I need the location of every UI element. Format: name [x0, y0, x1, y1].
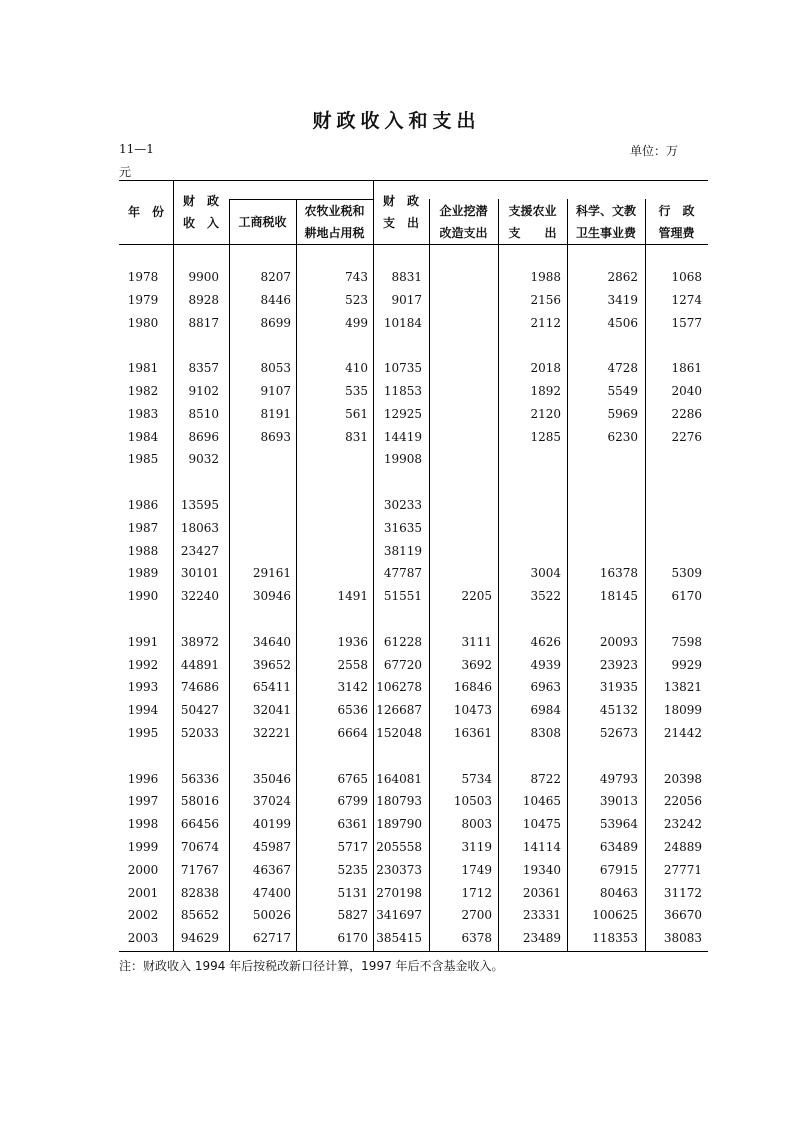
row-year: 2003	[127, 931, 159, 946]
cell-agriculture: 3522	[530, 589, 561, 604]
cell-revenue: 30101	[180, 566, 219, 581]
row-year: 1993	[127, 680, 159, 695]
unit-label: 单位：万	[630, 144, 679, 158]
cell-revenue: 13595	[180, 498, 219, 512]
cell-expenditure: 106278	[376, 680, 422, 695]
cell-revenue: 82838	[180, 885, 219, 900]
cell-revenue: 74686	[180, 680, 219, 695]
cell-admin: 36670	[663, 908, 702, 923]
cell-admin: 31172	[663, 885, 702, 900]
cell-science: 2862	[607, 270, 638, 284]
cell-expenditure: 67720	[383, 657, 422, 672]
row-year: 1991	[127, 634, 159, 649]
cell-agri-tax: 6170	[337, 931, 368, 946]
cell-science: 5969	[607, 406, 638, 421]
cell-agri-tax: 1491	[337, 589, 368, 604]
column-divider	[296, 199, 297, 951]
cell-expenditure: 9017	[391, 292, 422, 307]
cell-enterprise: 3119	[461, 840, 492, 854]
cell-agriculture: 6984	[530, 703, 561, 718]
row-year: 1998	[127, 817, 159, 832]
header-revenue: 财 政 收 入	[182, 194, 219, 230]
row-year: 1994	[127, 703, 159, 718]
header-agriculture: 支援农业 支 出	[508, 204, 557, 240]
cell-industry-tax: 40199	[252, 817, 291, 832]
cell-enterprise: 3692	[461, 657, 492, 672]
cell-agriculture: 10465	[522, 794, 561, 809]
cell-expenditure: 51551	[383, 589, 422, 604]
table-number: 11—1	[119, 142, 154, 156]
cell-expenditure: 8831	[391, 270, 422, 284]
cell-expenditure: 385415	[376, 931, 422, 946]
header-admin: 行 政 管理费	[658, 204, 695, 240]
cell-agriculture: 2120	[530, 406, 561, 421]
cell-science: 5549	[607, 384, 638, 398]
cell-revenue: 70674	[180, 840, 219, 854]
cell-revenue: 8696	[188, 429, 219, 444]
row-year: 2001	[127, 885, 159, 900]
cell-industry-tax: 8207	[260, 270, 291, 284]
cell-science: 100625	[592, 908, 638, 923]
cell-admin: 6170	[671, 589, 702, 604]
table-top-rule	[119, 180, 708, 181]
cell-industry-tax: 30946	[252, 589, 291, 604]
cell-enterprise: 1712	[461, 885, 492, 900]
cell-expenditure: 14419	[383, 429, 422, 444]
cell-agriculture: 1892	[530, 384, 561, 398]
cell-agri-tax: 743	[345, 270, 368, 284]
header-agri-tax: 农牧业税和 耕地占用税	[304, 204, 365, 240]
cell-agriculture: 3004	[530, 566, 561, 581]
cell-industry-tax: 50026	[252, 908, 291, 923]
cell-science: 45132	[599, 703, 638, 718]
cell-agri-tax: 6536	[337, 703, 368, 718]
cell-industry-tax: 39652	[252, 657, 291, 672]
cell-science: 52673	[599, 726, 638, 740]
cell-revenue: 71767	[180, 862, 219, 877]
cell-admin: 21442	[663, 726, 702, 740]
footnote: 注：财政收入 1994 年后按税改新口径计算，1997 年后不含基金收入。	[119, 959, 504, 973]
cell-science: 67915	[599, 862, 638, 877]
cell-revenue: 52033	[180, 726, 219, 740]
cell-admin: 7598	[671, 634, 702, 649]
cell-agri-tax: 410	[345, 361, 368, 376]
cell-expenditure: 230373	[376, 862, 422, 877]
cell-enterprise: 10503	[453, 794, 492, 809]
cell-revenue: 50427	[180, 703, 219, 718]
table-bottom-rule	[119, 951, 708, 952]
cell-revenue: 8510	[188, 406, 219, 421]
cell-agriculture: 8722	[530, 771, 561, 786]
cell-expenditure: 189790	[376, 817, 422, 832]
cell-agri-tax: 831	[345, 429, 368, 444]
cell-admin: 2276	[671, 429, 702, 444]
cell-revenue: 9102	[188, 384, 219, 398]
cell-revenue: 44891	[180, 657, 219, 672]
cell-agri-tax: 5131	[337, 885, 368, 900]
cell-expenditure: 205558	[376, 840, 422, 854]
cell-enterprise: 16846	[453, 680, 492, 695]
cell-agri-tax: 5235	[337, 862, 368, 877]
cell-agri-tax: 3142	[337, 680, 368, 695]
cell-expenditure: 10184	[383, 315, 422, 330]
header-enterprise: 企业挖潜 改造支出	[439, 204, 488, 240]
cell-agriculture: 2112	[530, 315, 561, 330]
cell-enterprise: 6378	[461, 931, 492, 946]
cell-science: 118353	[592, 931, 638, 946]
cell-revenue: 38972	[180, 634, 219, 649]
cell-science: 23923	[599, 657, 638, 672]
cell-industry-tax: 8699	[260, 315, 291, 330]
cell-industry-tax: 62717	[252, 931, 291, 946]
row-year: 1999	[127, 840, 159, 854]
cell-admin: 27771	[663, 862, 702, 877]
cell-industry-tax: 9107	[260, 384, 291, 398]
cell-science: 39013	[599, 794, 638, 809]
cell-revenue: 85652	[180, 908, 219, 923]
cell-admin: 1577	[671, 315, 702, 330]
header-expenditure: 财 政 支 出	[382, 194, 419, 230]
row-year: 1988	[127, 543, 159, 558]
row-year: 1986	[127, 498, 159, 512]
cell-admin: 24889	[663, 840, 702, 854]
cell-enterprise: 8003	[461, 817, 492, 832]
row-year: 1982	[127, 384, 159, 398]
row-year: 2000	[127, 862, 159, 877]
cell-agri-tax: 6664	[337, 726, 368, 740]
cell-revenue: 8357	[188, 361, 219, 376]
cell-revenue: 23427	[180, 543, 219, 558]
row-year: 1987	[127, 520, 159, 535]
cell-expenditure: 152048	[376, 726, 422, 740]
cell-expenditure: 19908	[383, 452, 422, 467]
cell-science: 80463	[599, 885, 638, 900]
cell-agriculture: 1988	[530, 270, 561, 284]
cell-science: 31935	[599, 680, 638, 695]
cell-expenditure: 164081	[376, 771, 422, 786]
cell-agri-tax: 6799	[337, 794, 368, 809]
cell-revenue: 9900	[188, 270, 219, 284]
cell-enterprise: 1749	[461, 862, 492, 877]
cell-enterprise: 2205	[461, 589, 492, 604]
cell-expenditure: 31635	[383, 520, 422, 535]
cell-industry-tax: 8191	[260, 406, 291, 421]
cell-industry-tax: 8446	[260, 292, 291, 307]
cell-expenditure: 270198	[376, 885, 422, 900]
cell-admin: 38083	[663, 931, 702, 946]
cell-agri-tax: 6361	[337, 817, 368, 832]
cell-science: 18145	[599, 589, 638, 604]
cell-enterprise: 10473	[453, 703, 492, 718]
cell-agri-tax: 6765	[337, 771, 368, 786]
cell-science: 6230	[607, 429, 638, 444]
header-year: 年 份	[127, 205, 164, 219]
cell-admin: 13821	[663, 680, 702, 695]
cell-industry-tax: 34640	[252, 634, 291, 649]
page-title: 财政收入和支出	[312, 110, 481, 132]
row-year: 1992	[127, 657, 159, 672]
row-year: 1983	[127, 406, 159, 421]
cell-admin: 1068	[671, 270, 702, 284]
cell-agriculture: 4626	[530, 634, 561, 649]
cell-admin: 1274	[671, 292, 702, 307]
cell-agriculture: 6963	[530, 680, 561, 695]
cell-revenue: 8817	[188, 315, 219, 330]
header-industry-tax: 工商税收	[238, 215, 287, 229]
cell-revenue: 56336	[180, 771, 219, 786]
row-year: 1979	[127, 292, 159, 307]
cell-expenditure: 341697	[376, 908, 422, 923]
cell-admin: 5309	[671, 566, 702, 581]
cell-revenue: 32240	[180, 589, 219, 604]
cell-revenue: 9032	[188, 452, 219, 467]
cell-industry-tax: 8053	[260, 361, 291, 376]
row-year: 1989	[127, 566, 159, 581]
cell-agriculture: 23489	[522, 931, 561, 946]
cell-revenue: 8928	[188, 292, 219, 307]
cell-science: 20093	[599, 634, 638, 649]
cell-admin: 1861	[671, 361, 702, 376]
cell-admin: 22056	[663, 794, 702, 809]
cell-agri-tax: 499	[345, 315, 368, 330]
row-year: 1995	[127, 726, 159, 740]
cell-expenditure: 180793	[376, 794, 422, 809]
cell-expenditure: 10735	[383, 361, 422, 376]
cell-agri-tax: 5827	[337, 908, 368, 923]
row-year: 1996	[127, 771, 159, 786]
cell-agriculture: 2156	[530, 292, 561, 307]
cell-agriculture: 4939	[530, 657, 561, 672]
row-year: 1980	[127, 315, 159, 330]
cell-expenditure: 126687	[376, 703, 422, 718]
header-science: 科学、文教 卫生事业费	[575, 204, 636, 240]
cell-admin: 2040	[671, 384, 702, 398]
cell-expenditure: 47787	[383, 566, 422, 581]
row-year: 1985	[127, 452, 159, 467]
row-year: 1984	[127, 429, 159, 444]
cell-revenue: 18063	[180, 520, 219, 535]
cell-science: 3419	[607, 292, 638, 307]
cell-agriculture: 10475	[522, 817, 561, 832]
unit-suffix: 元	[119, 165, 132, 179]
cell-science: 16378	[599, 566, 638, 581]
cell-expenditure: 12925	[383, 406, 422, 421]
cell-science: 53964	[599, 817, 638, 832]
cell-expenditure: 11853	[383, 384, 422, 398]
cell-revenue: 66456	[180, 817, 219, 832]
row-year: 1997	[127, 794, 159, 809]
cell-revenue: 58016	[180, 794, 219, 809]
row-year: 2002	[127, 908, 159, 923]
cell-science: 4506	[607, 315, 638, 330]
cell-enterprise: 3111	[461, 634, 492, 649]
cell-agriculture: 14114	[522, 840, 561, 854]
cell-agri-tax: 523	[345, 292, 368, 307]
cell-expenditure: 38119	[383, 543, 422, 558]
cell-agri-tax: 5717	[337, 840, 368, 854]
cell-admin: 18099	[663, 703, 702, 718]
cell-industry-tax: 45987	[252, 840, 291, 854]
cell-industry-tax: 35046	[252, 771, 291, 786]
cell-industry-tax: 65411	[252, 680, 291, 695]
cell-industry-tax: 8693	[260, 429, 291, 444]
cell-industry-tax: 47400	[252, 885, 291, 900]
cell-agri-tax: 535	[345, 384, 368, 398]
cell-science: 4728	[607, 361, 638, 376]
cell-science: 63489	[599, 840, 638, 854]
cell-enterprise: 2700	[461, 908, 492, 923]
cell-industry-tax: 32041	[252, 703, 291, 718]
cell-expenditure: 30233	[383, 498, 422, 512]
cell-industry-tax: 37024	[252, 794, 291, 809]
cell-admin: 9929	[671, 657, 702, 672]
row-year: 1990	[127, 589, 159, 604]
cell-expenditure: 61228	[383, 634, 422, 649]
cell-science: 49793	[599, 771, 638, 786]
column-divider	[429, 199, 430, 951]
cell-agriculture: 23331	[522, 908, 561, 923]
cell-agriculture: 2018	[530, 361, 561, 376]
cell-agriculture: 20361	[522, 885, 561, 900]
cell-agri-tax: 1936	[337, 634, 368, 649]
cell-agri-tax: 561	[345, 406, 368, 421]
cell-enterprise: 5734	[461, 771, 492, 786]
cell-revenue: 94629	[180, 931, 219, 946]
cell-admin: 20398	[663, 771, 702, 786]
row-year: 1978	[127, 270, 159, 284]
cell-agriculture: 19340	[522, 862, 561, 877]
header-bottom-rule	[119, 244, 708, 245]
cell-agriculture: 1285	[530, 429, 561, 444]
cell-industry-tax: 29161	[252, 566, 291, 581]
cell-enterprise: 16361	[453, 726, 492, 740]
cell-industry-tax: 32221	[252, 726, 291, 740]
cell-industry-tax: 46367	[252, 862, 291, 877]
cell-admin: 2286	[671, 406, 702, 421]
cell-agri-tax: 2558	[337, 657, 368, 672]
cell-admin: 23242	[663, 817, 702, 832]
row-year: 1981	[127, 361, 159, 376]
cell-agriculture: 8308	[530, 726, 561, 740]
